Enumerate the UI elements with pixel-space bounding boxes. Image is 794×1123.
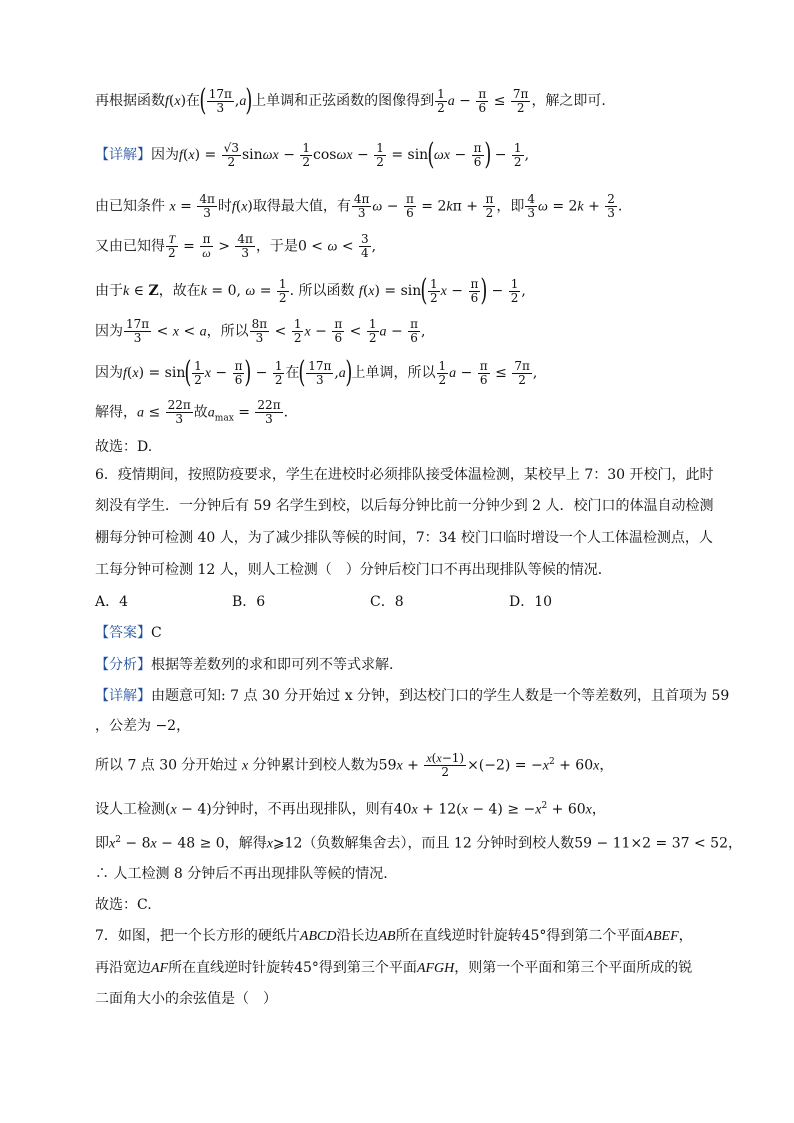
option-c: C．8	[370, 594, 404, 610]
text: 又由已知得	[95, 238, 165, 255]
answer-value: C	[151, 625, 162, 641]
text: ，解得	[224, 835, 267, 852]
text: 取得最大值，有	[252, 198, 351, 215]
text: 设人工检测	[95, 801, 165, 818]
answer-row	[95, 623, 734, 643]
text: 7．如图，把一个长方形的硬纸片	[95, 928, 300, 944]
text: 因为	[95, 365, 123, 381]
detail2-line-6: ∴ 人工检测 8 分钟后不再出现排队等候的情况.	[95, 866, 388, 882]
text: 分钟累计到校人数为	[252, 757, 379, 774]
question-7-line-3: 二面角大小的余弦值是（ ）	[95, 991, 277, 1007]
option-a: A．4	[95, 594, 129, 610]
detail2-line-4: 设人工检测(x − 4)分钟时，不再出现排队，则有$40x + 12(x - 4) \ge -x^2 + 60x$，	[95, 801, 606, 818]
text: 所在直线逆时针旋转45°得到第三个平面	[168, 960, 417, 976]
text: 由已知条件	[95, 198, 165, 215]
solution-hint-line: 再根据函数f(x)在( $\frac{17\pi}{3}$ ,a)上单调和正弦函数的图像得到 $\frac{1}{2}$ a − $\frac{\pi}{6}$ ≤ $\frac{7\pi}{2}$ ，解之即可.	[95, 83, 606, 118]
detail-line-4: 由于k ∈ Z，故在k = 0, ω = $\frac{1}{2}$ . 所以函数 f(x) = sin( $\frac{1}{2}$ x − $\frac{\pi}{6}$ ) − $\frac{1}{2}$ ,	[95, 273, 526, 308]
option-d: D．10	[509, 594, 553, 610]
text: 解得，	[95, 404, 137, 421]
text: 所以 7 点 30 分开始过	[95, 757, 238, 774]
detail-label: 【详解】	[95, 147, 151, 163]
detail-line-5: 因为 $\frac{17\pi}{3}$ < x < a，所以 $\frac{8\pi}{3}$ < $\frac{1}{2}$ x − $\frac{\pi}{6}$ < $\frac{1}{2}$ a − $\frac{\pi}{6}$ ,	[95, 317, 426, 345]
question-7-line-1: 7．如图，把一个长方形的硬纸片ABCD沿长边AB所在直线逆时针旋转45°得到第二个平面ABEF，	[95, 928, 693, 944]
option-b: B．6	[232, 594, 266, 610]
text: ，所以	[206, 323, 249, 340]
text: （负数解集舍去），而且 12 分钟时到校人数	[302, 835, 575, 852]
text: 上单调和正弦函数的图像得到	[252, 93, 435, 109]
detail2-line-5: 即$x^2 - 8x - 48 \ge 0$，解得x⩾12（负数解集舍去），而且 12 分钟时到校人数59 − 11×2 = 37 < 52，	[95, 835, 742, 852]
text: ，故在	[158, 283, 201, 299]
text: ，于是	[255, 238, 298, 255]
text: 故	[193, 404, 208, 421]
text: 因为	[95, 323, 123, 340]
text: 上单调，所以	[351, 365, 436, 381]
text: 在	[285, 365, 300, 381]
analysis-row	[95, 655, 734, 675]
question-6-line-3: 棚每分钟可检测 40 人，为了减少排队等候的时间，7：34 校门口临时增设一个人工体温检测点，人	[95, 530, 713, 546]
detail2-line-7: 故选：C.	[95, 897, 152, 913]
detail2-line-1	[95, 686, 734, 706]
analysis-text: 根据等差数列的求和即可列不等式求解.	[151, 657, 394, 673]
detail-line-1: 【详解】因为f(x) = $\frac{√3}{2}$ sinωx − $\frac{1}{2}$ cosωx − $\frac{1}{2}$ = sin(ωx − $\frac{\pi}{6}$ ) − $\frac{1}{2}$ ,	[95, 137, 530, 172]
answer-label: 【答案】	[95, 625, 151, 641]
text: 时	[217, 198, 232, 215]
text: 分钟时，不再出现排队，则有	[211, 801, 394, 818]
answer-line: 故选：D.	[95, 439, 153, 455]
text: 所在直线逆时针旋转45°得到第二个平面	[395, 928, 645, 944]
detail-line-2: 由已知条件 x = $\frac{4\pi}{3}$ 时f(x)取得最大值，有 $\frac{4\pi}{3}$ ω − $\frac{\pi}{6}$ = 2kπ + $\frac{\pi}{2}$ ，即 $\frac{4}{3}$ ω = 2k + $\frac{2}{3}$ .	[95, 192, 623, 220]
detail-line-7: 解得，a ≤ $\frac{22\pi}{3}$ 故$a_{max}$ = $\frac{22\pi}{3}$ .	[95, 398, 289, 426]
text: ，则第一个平面和第三个平面所成的锐	[454, 960, 693, 976]
text: . 所以函数	[289, 283, 355, 299]
question-6-line-4: 工每分钟可检测 12 人，则人工检测（ ）分钟后校门口不再出现排队等候的情况．	[95, 562, 612, 578]
detail-line-3: 又由已知得 $\frac{T}{2}$ = $\frac{\pi}{\omega}$ > $\frac{4\pi}{3}$ ，于是0 < ω < $\frac{3}{4}$ ,	[95, 232, 377, 260]
text: 由题意可知: 7 点 30 分开始过 x 分钟，到达校门口的学生人数是一个等差数列，且首项为 59	[151, 688, 730, 704]
detail-label: 【详解】	[95, 688, 151, 704]
text: 即	[95, 835, 109, 852]
detail2-line-3: 所以 7 点 30 分开始过 x 分钟累计到校人数为59x + $\frac{x(x-1)}{2}$ $\times(-2) = -x^2 + 60x$，	[95, 751, 614, 780]
text: ，即	[496, 198, 525, 215]
text: 再根据函数	[95, 93, 165, 109]
analysis-label: 【分析】	[95, 657, 151, 673]
text: 再沿宽边	[95, 960, 151, 976]
detail2-line-2: ，公差为 −2，	[95, 718, 191, 734]
detail-line-6: 因为f(x) = sin( $\frac{1}{2}$ x − $\frac{\pi}{6}$ ) − $\frac{1}{2}$ 在( $\frac{17\pi}{3}$ ,a)上单调，所以 $\frac{1}{2}$ a − $\frac{\pi}{6}$ ≤ $\frac{7\pi}{2}$ ,	[95, 355, 538, 390]
question-6-line-2: 刻没有学生．一分钟后有 59 名学生到校，以后每分钟比前一分钟少到 2 人．校门口的体温自动检测	[95, 498, 714, 514]
question-6-line-1: 6．疫情期间，按照防疫要求，学生在进校时必须排队接受体温检测，某校早上 7：30 开校门，此时	[95, 467, 714, 483]
text: 由于	[95, 283, 123, 299]
question-7-line-2: 再沿宽边AF所在直线逆时针旋转45°得到第三个平面AFGH，则第一个平面和第三个平面所成的锐	[95, 960, 693, 976]
text: 沿长边	[336, 928, 379, 944]
text: 在	[186, 93, 201, 109]
text: 因为	[151, 147, 179, 163]
text: ，解之即可.	[531, 93, 606, 109]
